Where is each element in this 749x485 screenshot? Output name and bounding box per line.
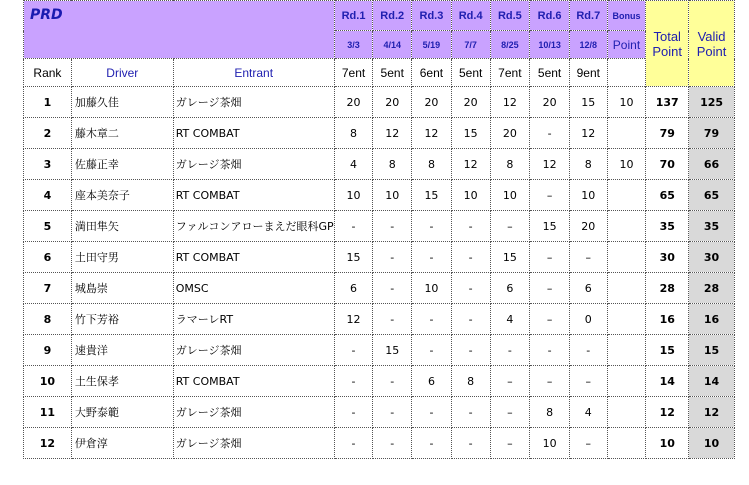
round-3-entries-cell [412,59,452,87]
valid-points-cell: 125 [689,87,735,118]
valid-points-cell: 35 [689,211,735,242]
table-row [24,211,735,242]
rank-cell: 9 [24,335,72,366]
round-7-points-cell: 0 [569,304,607,335]
round-4-points-cell: - [451,273,490,304]
driver-header-cell [71,59,173,87]
bonus-points-cell [607,304,646,335]
rank-cell: 7 [24,273,72,304]
bonus-points-cell: 10 [607,149,646,180]
round-1-entries-cell [334,59,373,87]
rank-header-cell [24,59,72,87]
bonus-header-bottom-cell [607,31,646,59]
round-6-points-cell: 8 [530,397,570,428]
round-4-points-cell: 8 [451,366,490,397]
entrant-header-cell [173,59,334,87]
driver-cell: 城島崇 [71,273,173,304]
valid-points-cell: 12 [689,397,735,428]
round-3-entries: 6ent [419,65,444,80]
round-4-date-cell [451,31,490,59]
driver-header: Driver [106,65,139,80]
round-6-points-cell: - [530,335,570,366]
round-1-points-cell: 15 [334,242,373,273]
round-5-points-cell: – [490,397,530,428]
bonus-entries-cell [607,59,646,87]
rank-cell: 12 [24,428,72,459]
total-points-cell: 70 [646,149,689,180]
round-1-points-cell: 8 [334,118,373,149]
round-7-points-cell: - [569,335,607,366]
table-row [24,304,735,335]
bonus-points-cell [607,273,646,304]
round-4-points-cell: 15 [451,118,490,149]
round-5-points-cell: 15 [490,242,530,273]
total-points-cell: 16 [646,304,689,335]
entrant-header: Entrant [234,65,274,80]
bonus-points-cell [607,397,646,428]
round-7-date: 12/8 [579,40,598,50]
round-3-label: Rd.3 [419,10,444,22]
round-2-points-cell: - [373,273,412,304]
bonus-points-cell [607,366,646,397]
driver-cell: 佐藤正幸 [71,149,173,180]
bonus-points-cell [607,118,646,149]
round-3-points-cell: 8 [412,149,452,180]
driver-cell: 土生保孝 [71,366,173,397]
round-2-label: Rd.2 [380,10,405,22]
round-5-points-cell: 10 [490,180,530,211]
table-row [24,366,735,397]
standings-table [23,0,735,459]
table-row [24,118,735,149]
entrant-cell: RT COMBAT [173,242,334,273]
round-5-points-cell: 6 [490,273,530,304]
round-4-entries: 5ent [458,65,483,80]
round-6-points-cell: – [530,180,570,211]
round-1-points-cell: - [334,366,373,397]
entrant-cell: ガレージ茶畑 [173,87,334,118]
round-6-points-cell: – [530,242,570,273]
valid-points-cell: 30 [689,242,735,273]
round-4-points-cell: 20 [451,87,490,118]
round-4-points-cell: - [451,428,490,459]
bonus-points-cell [607,211,646,242]
round-6-points-cell: – [530,273,570,304]
round-4-points-cell: - [451,397,490,428]
round-4-points-cell: 10 [451,180,490,211]
round-7-points-cell: – [569,366,607,397]
round-5-entries: 7ent [498,65,522,80]
entrant-cell: RT COMBAT [173,366,334,397]
rank-cell: 4 [24,180,72,211]
round-1-points-cell: - [334,211,373,242]
round-6-points-cell: 20 [530,87,570,118]
valid-points-cell: 79 [689,118,735,149]
rank-header: Rank [33,65,62,80]
round-5-points-cell: 12 [490,87,530,118]
entrant-cell: ガレージ茶畑 [173,397,334,428]
round-7-points-cell: – [569,242,607,273]
driver-cell: 竹下芳裕 [71,304,173,335]
round-5-points-cell: – [490,366,530,397]
round-6-entries-cell [530,59,570,87]
table-row [24,273,735,304]
round-3-points-cell: - [412,304,452,335]
total-points-cell: 28 [646,273,689,304]
table-row [24,335,735,366]
round-2-points-cell: 15 [373,335,412,366]
round-2-points-cell: 8 [373,149,412,180]
valid-points-cell: 14 [689,366,735,397]
round-6-points-cell: 10 [530,428,570,459]
round-5-label-cell [490,1,530,31]
round-3-points-cell: - [412,397,452,428]
entrant-cell: ガレージ茶畑 [173,149,334,180]
rank-cell: 8 [24,304,72,335]
rank-cell: 3 [24,149,72,180]
round-5-entries-cell [490,59,530,87]
valid-points-cell: 10 [689,428,735,459]
driver-cell: 満田隼矢 [71,211,173,242]
round-6-entries: 5ent [537,65,562,80]
entrant-cell: ファルコンアローまえだ眼科GP [173,211,334,242]
round-3-points-cell: 10 [412,273,452,304]
round-6-points-cell: – [530,366,570,397]
round-1-points-cell: 10 [334,180,373,211]
round-7-points-cell: 12 [569,118,607,149]
round-4-label: Rd.4 [458,10,483,22]
rank-cell: 1 [24,87,72,118]
total-header-cell [646,1,689,87]
round-1-label-cell [334,1,373,31]
round-6-points-cell: 12 [530,149,570,180]
round-2-points-cell: - [373,211,412,242]
bonus-points-cell [607,335,646,366]
valid-header-line1: Valid [697,28,726,44]
round-2-points-cell: 12 [373,118,412,149]
valid-points-cell: 66 [689,149,735,180]
table-row [24,428,735,459]
round-2-points-cell: - [373,428,412,459]
total-header-line2: Point [652,43,683,59]
rank-cell: 6 [24,242,72,273]
round-1-points-cell: 20 [334,87,373,118]
entrant-cell: RT COMBAT [173,180,334,211]
valid-points-cell: 15 [689,335,735,366]
valid-points-cell: 65 [689,180,735,211]
driver-cell: 藤木章二 [71,118,173,149]
round-4-entries-cell [451,59,490,87]
total-points-cell: 35 [646,211,689,242]
round-5-date: 8/25 [501,40,519,50]
valid-header-cell [689,1,735,87]
bonus-header-top: Bonus [612,11,641,21]
round-4-label-cell [451,1,490,31]
round-1-points-cell: 6 [334,273,373,304]
total-points-cell: 14 [646,366,689,397]
driver-cell: 座本美奈子 [71,180,173,211]
round-4-date: 7/7 [464,40,477,50]
driver-cell: 土田守男 [71,242,173,273]
round-5-points-cell: – [490,211,530,242]
round-3-date: 5/19 [422,40,441,50]
total-points-cell: 79 [646,118,689,149]
round-1-points-cell: - [334,428,373,459]
series-title: PRD [30,7,63,23]
round-2-date: 4/14 [383,40,401,50]
bonus-header-bottom: Point [612,37,641,52]
round-5-date-cell [490,31,530,59]
round-7-points-cell: 4 [569,397,607,428]
round-2-label-cell [373,1,412,31]
entrant-cell: ガレージ茶畑 [173,335,334,366]
round-7-points-cell: 20 [569,211,607,242]
bonus-points-cell [607,428,646,459]
round-4-points-cell: - [451,335,490,366]
round-7-points-cell: 10 [569,180,607,211]
round-1-points-cell: 4 [334,149,373,180]
round-3-label-cell [412,1,452,31]
total-header-line1: Total [653,28,681,44]
round-1-date: 3/3 [347,40,360,50]
round-4-points-cell: - [451,211,490,242]
round-7-label-cell [569,1,607,31]
round-3-date-cell [412,31,452,59]
total-points-cell: 15 [646,335,689,366]
rank-cell: 11 [24,397,72,428]
entrant-cell: RT COMBAT [173,118,334,149]
round-4-points-cell: - [451,242,490,273]
round-3-points-cell: - [412,211,452,242]
round-7-points-cell: – [569,428,607,459]
rank-cell: 2 [24,118,72,149]
round-2-entries-cell [373,59,412,87]
round-2-entries: 5ent [380,65,404,80]
round-1-label: Rd.1 [341,10,366,22]
round-1-points-cell: - [334,335,373,366]
round-2-points-cell: - [373,242,412,273]
round-5-points-cell: - [490,335,530,366]
round-7-points-cell: 15 [569,87,607,118]
total-points-cell: 10 [646,428,689,459]
round-6-points-cell: 15 [530,211,570,242]
bonus-points-cell [607,180,646,211]
rank-cell: 5 [24,211,72,242]
round-7-label: Rd.7 [576,10,601,22]
round-5-label: Rd.5 [497,10,522,22]
valid-header-line2: Point [696,43,727,59]
round-2-points-cell: - [373,304,412,335]
round-2-points-cell: 10 [373,180,412,211]
valid-points-cell: 16 [689,304,735,335]
round-3-points-cell: 6 [412,366,452,397]
round-1-points-cell: 12 [334,304,373,335]
entrant-cell: ガレージ茶畑 [173,428,334,459]
round-7-entries-cell [569,59,607,87]
table-row [24,87,735,118]
round-6-label-cell [530,1,570,31]
round-6-date-cell [530,31,570,59]
round-5-points-cell: 20 [490,118,530,149]
round-1-entries: 7ent [341,65,366,80]
round-6-points-cell: - [530,118,570,149]
round-2-points-cell: - [373,397,412,428]
round-7-points-cell: 8 [569,149,607,180]
round-3-points-cell: 15 [412,180,452,211]
round-3-points-cell: - [412,428,452,459]
valid-points-cell: 28 [689,273,735,304]
bonus-points-cell: 10 [607,87,646,118]
driver-cell: 速貴洋 [71,335,173,366]
round-5-points-cell: 4 [490,304,530,335]
round-2-points-cell: 20 [373,87,412,118]
driver-cell: 大野泰範 [71,397,173,428]
table-row [24,180,735,211]
round-3-points-cell: 20 [412,87,452,118]
round-2-points-cell: - [373,366,412,397]
total-points-cell: 12 [646,397,689,428]
round-6-date: 10/13 [538,40,561,50]
round-7-entries: 9ent [576,65,600,80]
round-1-points-cell: - [334,397,373,428]
round-4-points-cell: 12 [451,149,490,180]
table-row [24,242,735,273]
round-5-points-cell: – [490,428,530,459]
rank-cell: 10 [24,366,72,397]
driver-cell: 伊倉淳 [71,428,173,459]
table-row [24,397,735,428]
round-2-date-cell [373,31,412,59]
title-cell [24,1,335,59]
entrant-cell: ラマーレRT [173,304,334,335]
bonus-header-top-cell [607,1,646,31]
bonus-points-cell [607,242,646,273]
round-5-points-cell: 8 [490,149,530,180]
round-1-date-cell [334,31,373,59]
round-3-points-cell: - [412,335,452,366]
total-points-cell: 30 [646,242,689,273]
total-points-cell: 65 [646,180,689,211]
round-7-date-cell [569,31,607,59]
round-3-points-cell: 12 [412,118,452,149]
table-row [24,149,735,180]
entrant-cell: OMSC [173,273,334,304]
driver-cell: 加藤久佳 [71,87,173,118]
round-3-points-cell: - [412,242,452,273]
total-points-cell: 137 [646,87,689,118]
round-7-points-cell: 6 [569,273,607,304]
round-4-points-cell: - [451,304,490,335]
round-6-points-cell: – [530,304,570,335]
round-6-label: Rd.6 [537,10,562,22]
